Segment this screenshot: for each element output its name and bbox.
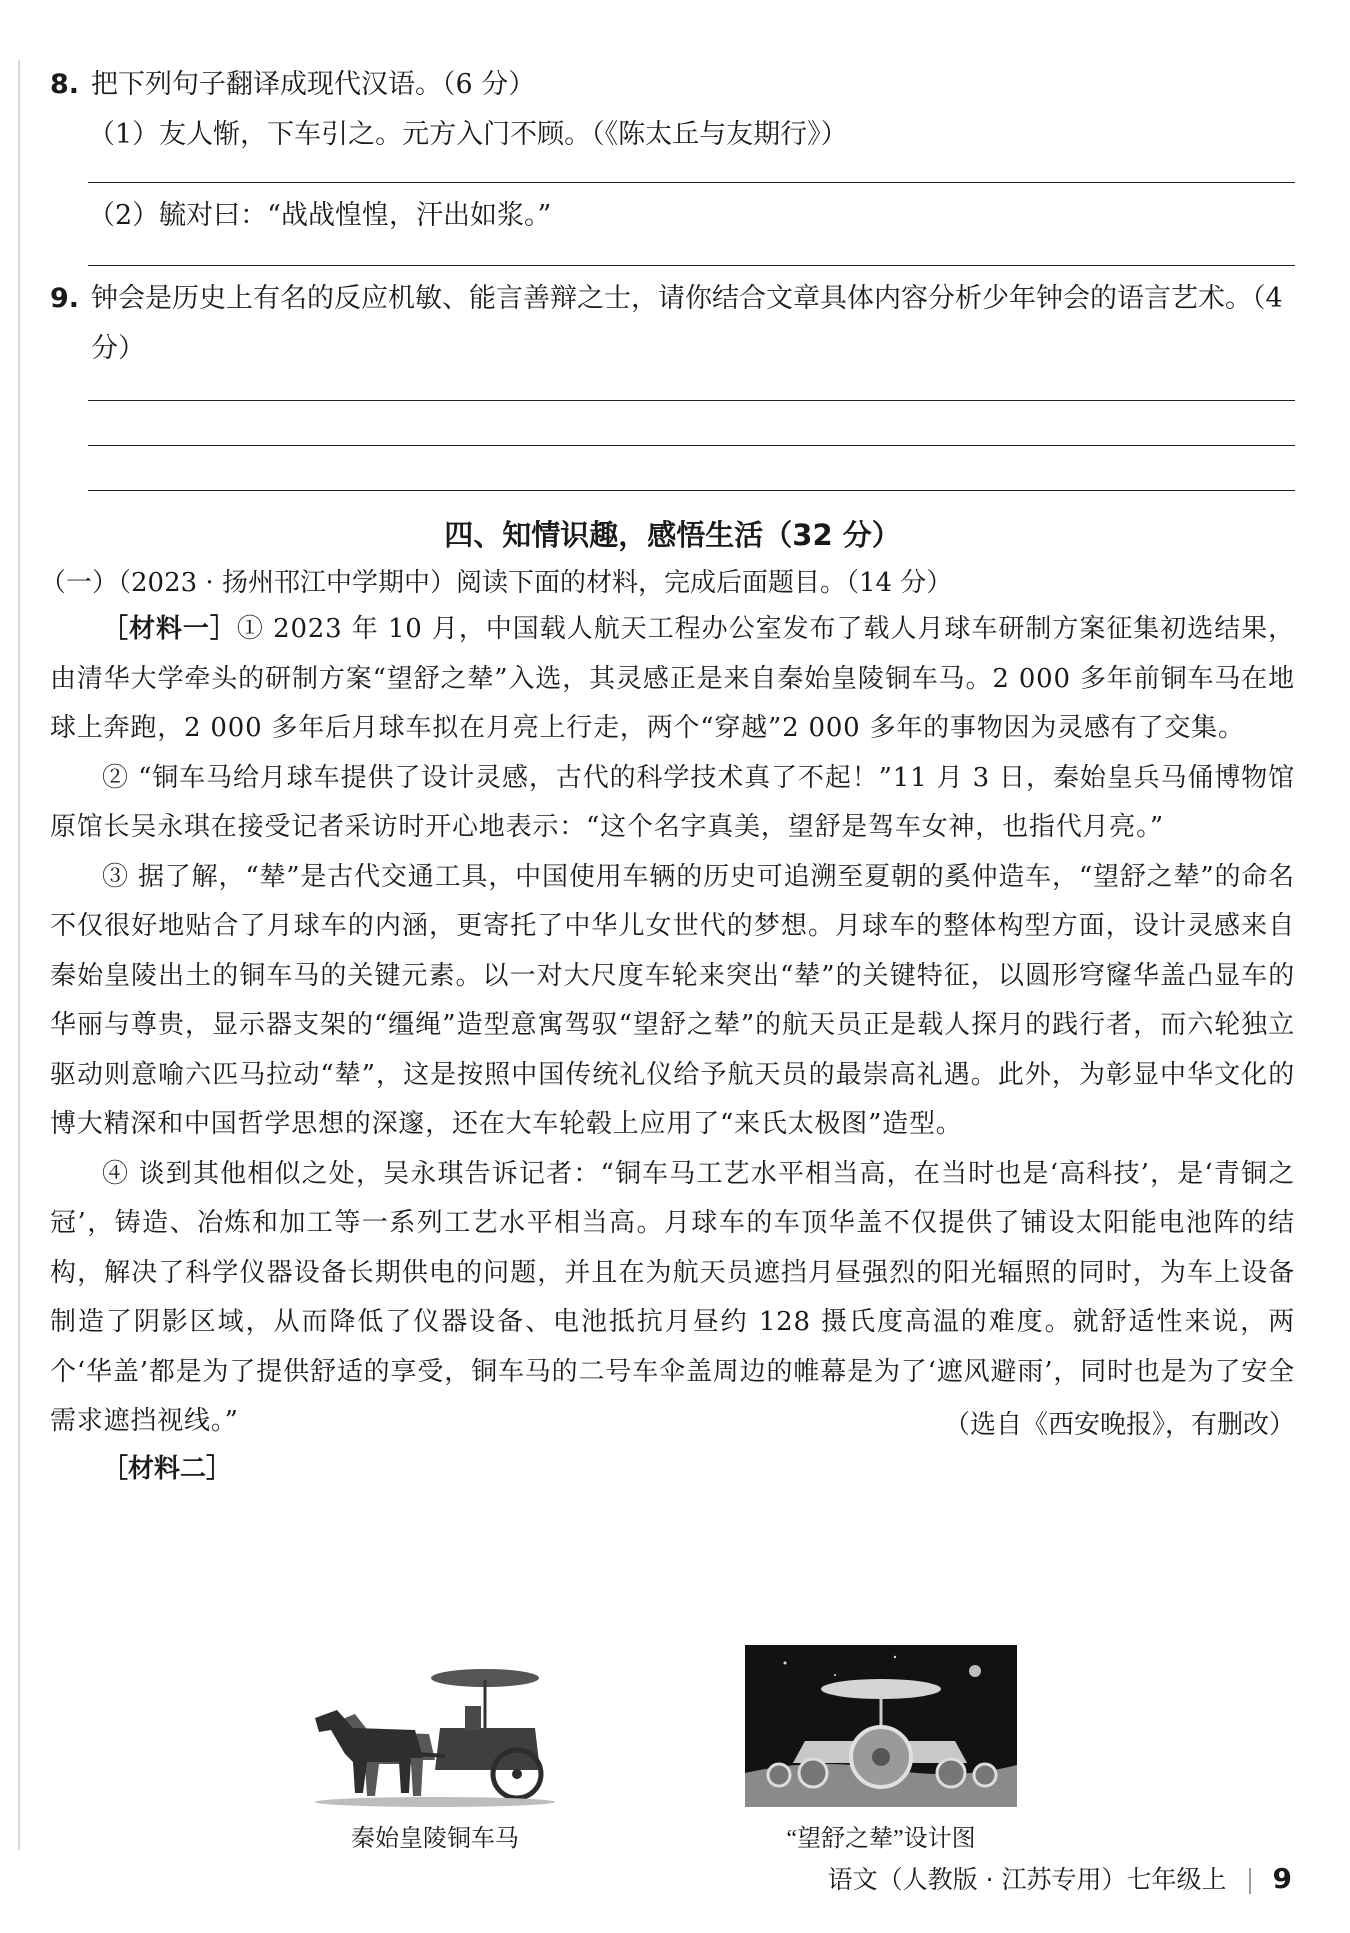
lunar-rover-design-image — [745, 1645, 1017, 1807]
material-1-paragraph: ④ 谈到其他相似之处，吴永琪告诉记者：“铜车马工艺水平相当高，在当时也是‘高科技’，是‘青铜之冠’，铸造、冶炼和加工等一系列工艺水平相当高。月球车的车顶华盖不仅提供了铺设太阳能电池阵的结构，解决了科学仪器设备长期供电的问题，并且在为航天员遮挡月昼强烈的阳光辐照的同时，为车上设备制造了阴影区域，从而降低了仪器设备、电池抵抗月昼约 128 摄氏度高温的难度。就舒适性来说，两个‘华盖’都是为了提供舒适的享受，铜车马的二号车伞盖周边的帷幕是为了‘遮风避雨’，同时也是为了安全需求遮挡视线。” — [50, 1158, 1295, 1436]
page-content — [40, 60, 1295, 1491]
figure-caption: “望舒之辇”设计图 — [786, 1826, 976, 1852]
reading-group-heading: （一）（2023 · 扬州邗江中学期中）阅读下面的材料，完成后面题目。（14 分） — [40, 568, 953, 598]
material-2-label: ［材料二］ — [102, 1453, 233, 1484]
question-8-item-1: （1）友人惭，下车引之。元方入门不顾。（《陈太丘与友期行》） — [88, 119, 848, 150]
material-1-paragraph: ② “铜车马给月球车提供了设计灵感，古代的科学技术真了不起！”11 月 3 日，秦始皇兵马俑博物馆原馆长吴永琪在接受记者采访时开心地表示：“这个名字真美，望舒是驾车女神，也指代月亮。” — [50, 762, 1295, 842]
bronze-chariot-horses-image — [305, 1658, 565, 1808]
footer-divider — [1249, 1868, 1251, 1894]
question-8-item-2: （2）毓对曰：“战战惶惶，汗出如浆。” — [88, 200, 552, 231]
figure-caption: 秦始皇陵铜车马 — [351, 1826, 519, 1852]
section-title: 四、知情识趣，感悟生活（32 分） — [444, 518, 901, 552]
page-margin-rule — [18, 60, 20, 1850]
page-number: 9 — [1272, 1862, 1292, 1895]
material-1-label: ［材料一］ — [102, 614, 237, 644]
question-text: 钟会是历史上有名的反应机敏、能言善辩之士，请你结合文章具体内容分析少年钟会的语言艺术。（4 分） — [91, 283, 1283, 364]
question-number: 8. — [50, 69, 80, 100]
question-number: 9. — [50, 283, 80, 314]
question-9 — [50, 274, 1295, 374]
source-citation: （选自《西安晚报》，有删改） — [943, 1409, 1295, 1440]
question-8 — [50, 60, 1295, 110]
page-footer — [828, 1860, 1292, 1896]
question-text: 把下列句子翻译成现代汉语。（6 分） — [91, 69, 536, 100]
material-1-paragraph: ③ 据了解，“辇”是古代交通工具，中国使用车辆的历史可追溯至夏朝的奚仲造车，“望舒之辇”的命名不仅很好地贴合了月球车的内涵，更寄托了中华儿女世代的梦想。月球车的整体构型方面，设计灵感来自秦始皇陵出土的铜车马的关键元素。以一对大尺度车轮来突出“辇”的关键特征，以圆形穹窿华盖凸显车的华丽与尊贵，显示器支架的“缰绳”造型意寓驾驭“望舒之辇”的航天员正是载人探月的践行者，而六轮独立驱动则意喻六匹马拉动“辇”，这是按照中国传统礼仪给予航天员的最崇高礼遇。此外，为彰显中华文化的博大精深和中国哲学思想的深邃，还在大车轮毂上应用了“来氏太极图”造型。 — [50, 861, 1295, 1139]
book-title: 语文（人教版 · 江苏专用）七年级上 — [827, 1865, 1227, 1894]
material-1-paragraph: ［材料一］① 2023 年 10 月，中国载人航天工程办公室发布了载人月球车研制方案征集初选结果，由清华大学牵头的研制方案“望舒之辇”入选，其灵感正是来自秦始皇陵铜车马。2 000 多年前铜车马在地球上奔跑，2 000 多年后月球车拟在月亮上行走，两个“穿越”2 000 多年的事物因为灵感有了交集。 — [50, 614, 1295, 743]
